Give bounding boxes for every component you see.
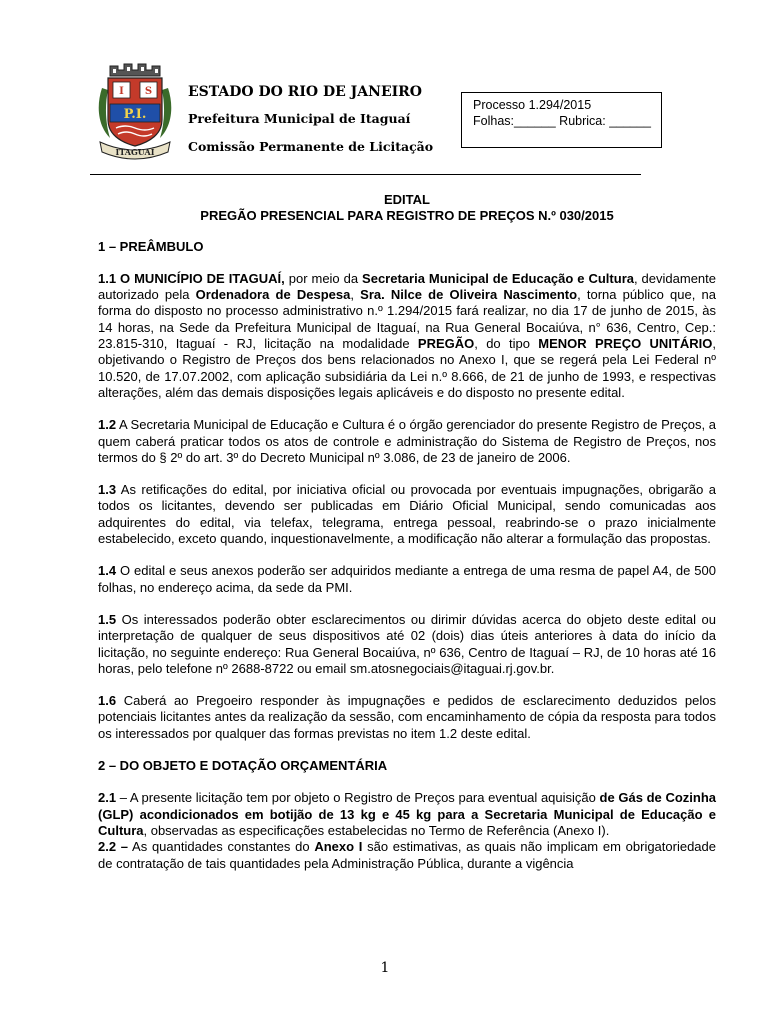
doc-subtitle: PREGÃO PRESENCIAL PARA REGISTRO DE PREÇOS N.º 030/2015 bbox=[200, 208, 614, 224]
header-comissao: Comissão Permanente de Licitação bbox=[188, 139, 434, 154]
paragraph-2-1: 2.1 – A presente licitação tem por objeto o Registro de Preços para eventual aquisição de Gás de Cozinha (GLP) acondicionados em botijão de 13 kg e 45 kg para a Secretaria Municipal de Educação e Cultura, observadas as especificações estabelecidas no Termo de Referência (Anexo I). bbox=[98, 790, 716, 838]
paragraph-1-1: 1.1 O MUNICÍPIO DE ITAGUAÍ, por meio da Secretaria Municipal de Educação e Cultura, devidamente autorizado pela Ordenadora de Despesa, Sra. Nilce de Oliveira Nascimento, torna público que, na forma do disposto no processo administrativo n.º 1.294/2015 fará realizar, no dia 17 de junho de 2015, às 14 horas, na Sede da Prefeitura Municipal de Itaguaí, na Rua General Bocaiúva, n° 636, Centro, Cep.: 23.815-310, Itaguaí - RJ, licitação na modalidade PREGÃO, do tipo MENOR PREÇO UNITÁRIO, objetivando o Registro de Preços dos bens relacionados no Anexo I, que se regerá pela Lei Federal nº 10.520, de 17.07.2002, com aplicação subsidiária da Lei n.º 8.666, de 21 de junho de 1993, e respectivas alterações, além das demais disposições legais aplicáveis e do disposto no presente edital. bbox=[98, 270, 716, 400]
section-1-heading: 1 – PREÂMBULO bbox=[98, 238, 204, 254]
doc-title: EDITAL bbox=[384, 192, 430, 207]
svg-text:ITAGUAÍ: ITAGUAÍ bbox=[115, 147, 155, 157]
header-state: ESTADO DO RIO DE JANEIRO bbox=[188, 84, 422, 100]
itaguai-coat-of-arms bbox=[96, 62, 174, 160]
header-divider bbox=[90, 174, 641, 175]
paragraph-1-2: 1.2 A Secretaria Municipal de Educação e Cultura é o órgão gerenciador do presente Registro de Preços, a quem caberá praticar todos os atos de controle e administração do Sistema de Registro de Preços, nos termos do § 2º do art. 3º do Decreto Municipal nº 3.086, de 23 de janeiro de 2006. bbox=[98, 417, 716, 465]
document-body bbox=[98, 192, 716, 872]
paragraph-1-3: 1.3 As retificações do edital, por iniciativa oficial ou provocada por eventuais impugnações, obrigarão a todos os licitantes, devendo ser publicadas em Diário Oficial Municipal, sendo comunicadas aos adquirentes do edital, via telefax, telegrama, entrega pessoal, reabrindo-se o prazo inicialmente estabelecido, exceto quando, inquestionavelmente, a modificação não alterar a formulação das propostas. bbox=[98, 482, 716, 547]
svg-text:S: S bbox=[144, 86, 153, 97]
folhas-rubrica: Folhas:______ Rubrica: ______ bbox=[473, 114, 651, 128]
paragraph-1-4: 1.4 O edital e seus anexos poderão ser adquiridos mediante a entrega de uma resma de papel A4, de 500 folhas, no endereço acima, da sede da PMI. bbox=[98, 563, 716, 595]
paragraph-1-5: 1.5 Os interessados poderão obter esclarecimentos ou dirimir dúvidas acerca do objeto deste edital ou interpretação de qualquer de seus dispositivos até 02 (dois) dias úteis anteriores à data do início da licitação, no seguinte endereço: Rua General Bocaiúva, nº 636, Centro de Itaguaí – RJ, de 10 horas até 16 horas, pelo telefone nº 2688-8722 ou email sm.atosnegociais@itaguai.rj.gov.br. bbox=[98, 611, 716, 676]
paragraph-2-2: 2.2 – As quantidades constantes do Anexo I são estimativas, as quais não implicam em obrigatoriedade de contratação de tais quantidades pela Administração Pública, durante a vigência bbox=[98, 839, 716, 871]
process-box bbox=[461, 92, 662, 148]
section-2-heading: 2 – DO OBJETO E DOTAÇÃO ORÇAMENTÁRIA bbox=[98, 758, 388, 774]
svg-text:P.I.: P.I. bbox=[123, 107, 147, 122]
page-number: 1 bbox=[380, 960, 390, 976]
header-prefeitura: Prefeitura Municipal de Itaguaí bbox=[188, 111, 411, 126]
svg-text:I: I bbox=[119, 86, 124, 97]
process-number: Processo 1.294/2015 bbox=[473, 98, 592, 112]
paragraph-1-6: 1.6 Caberá ao Pregoeiro responder às impugnações e pedidos de esclarecimento deduzidos pelos potenciais licitantes antes da realização da sessão, com encaminhamento de cópia da resposta para todos os interessados por qualquer das formas previstas no item 1.2 deste edital. bbox=[98, 693, 716, 741]
